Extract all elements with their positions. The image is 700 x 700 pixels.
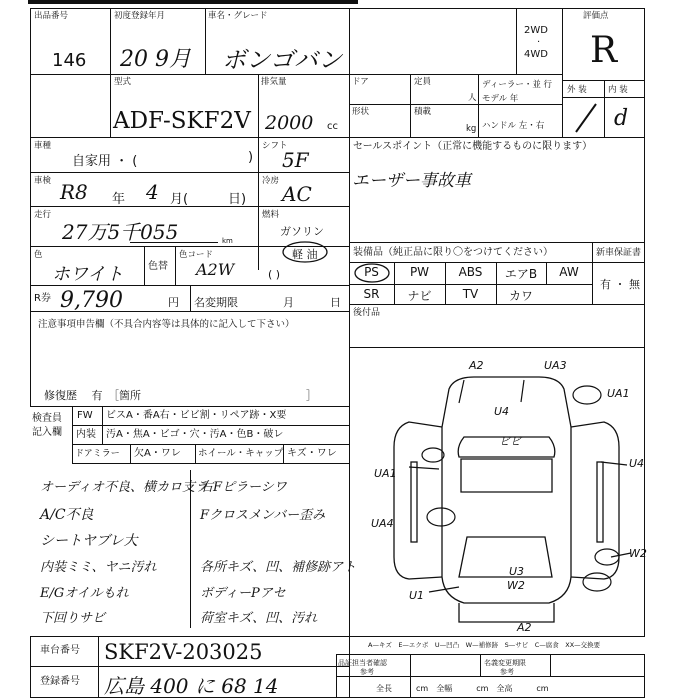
- diagram-mark: UA3: [544, 359, 567, 372]
- note-item: 右Fピラーシワ: [200, 480, 287, 495]
- interior-check-items: 汚A・焦A・ビゴ・穴・汚A・色B・破レ: [106, 429, 284, 440]
- interior-check-label: 内装: [76, 429, 96, 440]
- note-item: 荷室キズ、凹、汚れ: [200, 611, 318, 626]
- exterior-slash: [566, 100, 602, 136]
- name-value: ボンゴバン: [222, 46, 342, 74]
- sales-title: セールスポイント（正常に機能するものに限ります）: [353, 141, 593, 152]
- fw-items: ビスA・番A右・ビビ割・リペア跡・X要: [106, 410, 287, 421]
- ref-1: 参考: [360, 668, 374, 676]
- aftermarket-label: 後付品: [353, 308, 381, 318]
- type-close: ): [248, 150, 254, 165]
- capacity-label: 定員: [414, 77, 432, 87]
- fw-label: FW: [77, 410, 93, 421]
- ps-circle: [352, 262, 392, 284]
- fuel-diesel: 軽 油: [292, 248, 318, 261]
- mileage-label: 走行: [34, 210, 52, 220]
- inspector-label: 品証担当者確認: [338, 659, 387, 667]
- equipment-navi: ナビ: [407, 289, 432, 303]
- fuel-label: 燃料: [262, 210, 280, 220]
- diagram-mark: W2: [629, 547, 647, 560]
- note-item: 下回りサビ: [40, 611, 106, 626]
- ac-value: AC: [282, 182, 312, 206]
- interior-value: d: [614, 106, 629, 131]
- ac-label: 冷房: [262, 176, 280, 186]
- diagram-mark: U4: [494, 405, 510, 418]
- shape-label: 形状: [352, 107, 370, 117]
- color-code-label: 色コード: [179, 250, 214, 260]
- equipment-tv: TV: [462, 287, 479, 301]
- equipment-aw: AW: [559, 265, 579, 279]
- title-bar-fragment: [28, 0, 358, 4]
- name-change-day: 日: [330, 296, 341, 309]
- mirror-items: 欠A・ワレ: [134, 448, 181, 459]
- damage-legend: A—キズ E—エクボ U—凹凸 W—補修跡 S—サビ C—腐食 XX—交換要: [368, 641, 601, 649]
- diagram-mark: A2: [469, 359, 484, 372]
- inspection-value: R8: [60, 180, 88, 204]
- displacement-unit: cc: [327, 121, 338, 132]
- score-value: R: [590, 30, 618, 71]
- diagram-mark: ビビ: [499, 435, 521, 448]
- interior-label: 内 装: [608, 85, 628, 95]
- diagram-mark: U4: [629, 457, 645, 470]
- dealer-label: ディーラー・並 行: [482, 80, 553, 90]
- color-change-label: 色替: [148, 261, 168, 272]
- diagram-mark: W2: [507, 579, 525, 592]
- note-item: Fクロスメンバー歪み: [200, 508, 326, 523]
- color-code-value: A2W: [196, 260, 235, 279]
- checklist-side-2: 記入欄: [32, 427, 62, 438]
- diagram-mark: U1: [409, 589, 425, 602]
- first-reg-label: 初度登録年月: [114, 11, 166, 21]
- model-year-label: モデル 年: [482, 94, 519, 104]
- note-item: E/Gオイルもれ: [40, 586, 129, 601]
- note-item: シートヤブレ大: [40, 533, 138, 549]
- inspection-year-word: 年: [112, 192, 126, 207]
- equipment-abs: ABS: [458, 265, 483, 279]
- note-item: オーディオ不良、横カロ支ラ: [40, 480, 208, 495]
- car-diagram: [349, 347, 645, 637]
- handle-label: ハンドル 左・右: [482, 121, 545, 131]
- checklist-side-1: 検査員: [32, 413, 62, 424]
- drive-dot: ·: [537, 37, 541, 48]
- inspection-month: 4: [146, 180, 159, 204]
- drive-2wd: 2WD: [524, 25, 548, 36]
- equipment-airbag: エアB: [504, 267, 538, 281]
- model-value: ADF-SKF2V: [113, 108, 251, 134]
- note-item: 各所キズ、凹、補修跡アト: [200, 560, 357, 575]
- fuel-circle: [280, 240, 330, 264]
- plate-value: 広島 400 に 68 14: [104, 674, 279, 698]
- equipment-sr: SR: [363, 287, 380, 301]
- recycle-unit: 円: [168, 296, 179, 309]
- first-reg-value: 20 9月: [120, 47, 191, 72]
- load-unit: kg: [466, 124, 477, 134]
- mirror-label: ドアミラー: [75, 449, 120, 459]
- km-unit: km: [222, 237, 233, 245]
- ref-2: 参考: [500, 668, 514, 676]
- exterior-label: 外 装: [567, 85, 587, 95]
- color-value: ホワイト: [52, 264, 124, 285]
- inspection-day-word: 日): [228, 192, 247, 207]
- recycle-value: 9,790: [60, 288, 123, 313]
- name-change-label: 名変期限: [194, 296, 238, 309]
- type-label: 車種: [34, 141, 52, 151]
- load-label: 積載: [414, 107, 432, 117]
- chassis-value: SKF2V-203025: [104, 640, 263, 664]
- equipment-leather: カワ: [508, 289, 533, 303]
- door-label: ドア: [352, 77, 369, 87]
- capacity-unit: 人: [468, 93, 477, 103]
- inspection-month-word: 月(: [170, 192, 189, 207]
- equipment-ps: PS: [364, 265, 379, 279]
- displacement-label: 排気量: [261, 77, 287, 87]
- equipment-title: 装備品（純正品に限り〇をつけてください）: [353, 247, 553, 258]
- inspection-label: 車検: [34, 176, 52, 186]
- sales-value: エーザー事故車: [352, 171, 471, 191]
- diagram-mark: UA1: [607, 387, 630, 400]
- shift-value: 5F: [282, 148, 309, 172]
- diagram-mark: U3: [509, 565, 525, 578]
- note-item: ボディーPアセ: [200, 586, 286, 601]
- chassis-label: 車台番号: [40, 645, 80, 656]
- note-item: 内装ミミ、ヤニ汚れ: [40, 560, 157, 575]
- mileage-digit-boxes: [130, 222, 218, 243]
- note-item: A/C不良: [40, 507, 94, 523]
- name-change-deadline-label: 名義変更期限: [484, 659, 526, 667]
- diagram-mark: A2: [517, 621, 532, 634]
- score-label: 評価点: [583, 11, 609, 21]
- displacement-value: 2000: [265, 112, 314, 134]
- drive-4wd: 4WD: [524, 49, 548, 60]
- name-change-month: 月: [283, 296, 294, 309]
- name-label: 車名・グレード: [208, 11, 268, 21]
- mileage-value: 27万5千055: [62, 220, 179, 244]
- shift-label: シフト: [262, 141, 288, 151]
- fuel-gasoline: ガソリン: [280, 225, 324, 238]
- equipment-pw: PW: [409, 265, 430, 279]
- model-label: 型式: [114, 77, 132, 87]
- diagram-mark: UA4: [371, 517, 394, 530]
- dimensions: 全長 cm 全幅 cm 全高 cm: [376, 684, 549, 693]
- color-label: 色: [34, 250, 43, 260]
- plate-label: 登録番号: [40, 676, 80, 687]
- lot-value: 146: [52, 50, 87, 71]
- diagram-mark: UA1: [374, 467, 397, 480]
- notes-title: 注意事項申告欄（不具合内容等は具体的に記入して下さい）: [38, 319, 295, 330]
- new-car-warranty-label: 新車保証書: [596, 248, 642, 258]
- wheel-label: ホイール・キャップ: [198, 448, 284, 459]
- wheel-items: キズ・ワレ: [287, 448, 337, 459]
- fuel-paren: ( ): [268, 268, 281, 281]
- type-value: 自家用 ・ (: [72, 154, 138, 169]
- recycle-label: R券: [34, 293, 51, 304]
- new-car-warranty-value: 有 ・ 無: [600, 278, 640, 291]
- lot-label: 出品番号: [34, 11, 69, 21]
- repair-history: 修復歴 有 ［箇所 ］: [44, 389, 317, 402]
